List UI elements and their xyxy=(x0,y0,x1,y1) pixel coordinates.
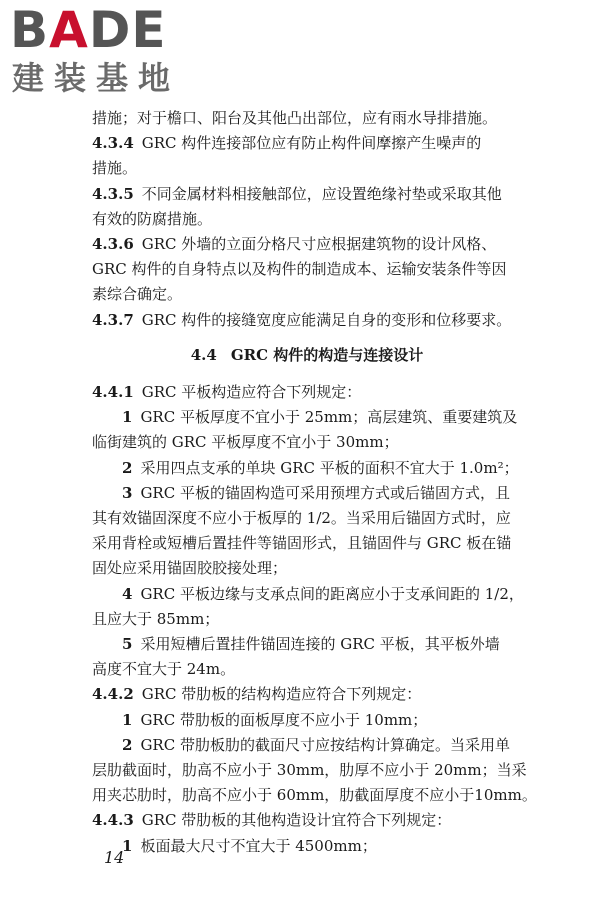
list-item-line xyxy=(92,582,522,607)
section-heading xyxy=(92,343,522,368)
item-number: 2 xyxy=(122,458,133,477)
item-number: 3 xyxy=(122,483,133,502)
clause-number: 4.3.5 xyxy=(92,184,134,203)
document-body xyxy=(92,106,537,859)
clause-number: 4.4.2 xyxy=(92,685,134,704)
list-item-line xyxy=(92,708,522,733)
clause-line xyxy=(92,182,522,207)
logo-wordmark: BADE xyxy=(10,1,167,59)
line-text: 素综合确定。 xyxy=(92,285,183,304)
list-item-line xyxy=(92,556,522,581)
item-number: 5 xyxy=(122,635,133,654)
list-item-line xyxy=(92,758,527,783)
clause-line xyxy=(92,282,522,307)
item-number: 2 xyxy=(122,735,133,754)
page-number: 14 xyxy=(104,848,125,867)
line-text: 层肋截面时，肋高不应小于 30mm，肋厚不应小于 20mm；当采 xyxy=(92,761,527,780)
line-text: 板面最大尺寸不宜大于 4500mm； xyxy=(140,836,377,855)
line-text: 有效的防腐措施。 xyxy=(92,209,213,228)
line-text: 高度不宜大于 24m。 xyxy=(92,660,236,679)
line-text: 且应大于 85mm； xyxy=(92,609,220,628)
clause-number: 4.3.7 xyxy=(92,310,134,329)
clause-line xyxy=(92,808,522,833)
line-text: GRC 带肋板肋的截面尺寸应按结构计算确定。当采用单 xyxy=(140,735,510,754)
line-text: GRC 平板构造应符合下列规定： xyxy=(141,383,362,402)
line-text: GRC 构件的自身特点以及构件的制造成本、运输安装条件等因 xyxy=(92,260,507,279)
list-item-line xyxy=(92,632,522,657)
line-text: 其有效锚固深度不应小于板厚的 1/2。当采用后锚固方式时，应 xyxy=(92,509,511,528)
list-item-line xyxy=(92,531,522,556)
line-text: GRC 平板的锚固构造可采用预埋方式或后锚固方式，且 xyxy=(140,483,510,502)
line-text: 固处应采用锚固胶胶接处理； xyxy=(92,559,288,578)
line-text: 采用短槽后置挂件锚固连接的 GRC 平板，其平板外墙 xyxy=(140,635,500,654)
list-item-line xyxy=(92,456,522,481)
clause-number: 4.3.4 xyxy=(92,134,134,153)
list-item-line xyxy=(92,405,522,430)
logo-accent-letter: A xyxy=(49,1,89,59)
line-text: 采用四点支承的单块 GRC 平板的面积不宜大于 1.0m²； xyxy=(140,458,519,477)
clause-line xyxy=(92,380,522,405)
line-text: GRC 带肋板的结构构造应符合下列规定： xyxy=(141,685,422,704)
line-text: GRC 平板边缘与支承点间的距离应小于支承间距的 1/2， xyxy=(140,584,524,603)
line-text: 措施；对于檐口、阳台及其他凸出部位，应有雨水导排措施。 xyxy=(92,109,498,127)
list-item-line xyxy=(92,783,537,808)
paragraph-line xyxy=(92,106,522,131)
clause-line xyxy=(92,131,522,156)
list-item-line xyxy=(92,657,522,682)
line-text: GRC 构件的接缝宽度应能满足自身的变形和位移要求。 xyxy=(141,310,512,329)
clause-number: 4.3.6 xyxy=(92,235,134,254)
bade-logo xyxy=(10,1,185,104)
section-title: GRC 构件的构造与连接设计 xyxy=(230,345,424,364)
clause-number: 4.4.1 xyxy=(92,383,134,402)
clause-line xyxy=(92,257,522,282)
line-text: 用夹芯肋时，肋高不应小于 60mm，肋截面厚度不应小于10mm。 xyxy=(92,786,537,805)
line-text: GRC 平板厚度不宜小于 25mm；高层建筑、重要建筑及 xyxy=(140,408,518,427)
clause-number: 4.4.3 xyxy=(92,811,134,830)
clause-line xyxy=(92,682,522,707)
section-number: 4.4 xyxy=(190,345,217,364)
clause-line xyxy=(92,156,522,181)
clause-line xyxy=(92,207,522,232)
list-item-line xyxy=(92,430,522,455)
line-text: 临街建筑的 GRC 平板厚度不宜小于 30mm； xyxy=(92,433,399,452)
item-number: 1 xyxy=(122,710,133,729)
line-text: 措施。 xyxy=(92,159,138,178)
item-number: 1 xyxy=(122,836,133,855)
line-text: 采用背栓或短槽后置挂件等锚固形式，且锚固件与 GRC 板在锚 xyxy=(92,534,512,553)
list-item-line xyxy=(92,834,522,859)
item-number: 4 xyxy=(122,584,133,603)
list-item-line xyxy=(92,506,522,531)
clause-line xyxy=(92,232,522,257)
line-text: GRC 构件连接部位应有防止构件间摩擦产生噪声的 xyxy=(141,134,482,153)
line-text: GRC 带肋板的面板厚度不应小于 10mm； xyxy=(140,710,428,729)
line-text: GRC 外墙的立面分格尺寸应根据建筑物的设计风格、 xyxy=(141,235,497,254)
logo-subtitle: 建装基地 xyxy=(12,59,181,97)
item-number: 1 xyxy=(122,408,133,427)
line-text: GRC 带肋板的其他构造设计宜符合下列规定： xyxy=(141,811,452,830)
clause-line xyxy=(92,308,522,333)
line-text: 不同金属材料相接触部位，应设置绝缘衬垫或采取其他 xyxy=(141,184,502,203)
list-item-line xyxy=(92,481,522,506)
list-item-line xyxy=(92,733,522,758)
list-item-line xyxy=(92,607,522,632)
